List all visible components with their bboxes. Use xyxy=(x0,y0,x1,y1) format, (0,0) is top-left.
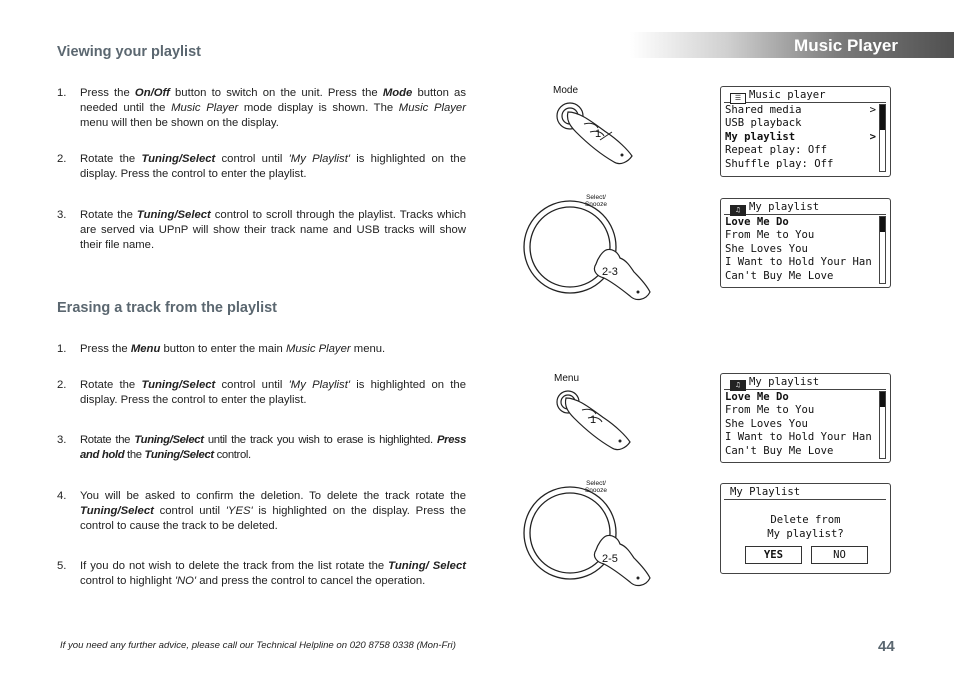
track-row: From Me to You xyxy=(725,404,815,417)
lcd-title: My Playlist xyxy=(724,486,886,500)
step-marker: 1 xyxy=(590,414,597,426)
chevron-right-icon: > xyxy=(869,130,876,143)
lcd-scrollbar xyxy=(879,216,886,284)
step-view-1 xyxy=(57,86,466,132)
step-text: If you do not wish to delete the track from the list rotate the Tuning/ Select control to highlight 'NO' and press the control to cancel the operation. xyxy=(80,560,466,588)
select-label: Select/ Snooze xyxy=(584,194,608,208)
page-title: Music Player xyxy=(794,36,898,55)
step-erase-1 xyxy=(57,342,466,357)
helpline-note: If you need any further advice, please call our Technical Helpline on 020 8758 0338 (Mon-Fri) xyxy=(60,640,456,651)
mode-button-illustration xyxy=(540,82,640,167)
track-row: I Want to Hold Your Han xyxy=(725,431,872,444)
step-marker: 2-5 xyxy=(602,553,618,565)
track-row: Can't Buy Me Love xyxy=(725,269,834,282)
menu-button-illustration xyxy=(540,370,640,455)
menu-row-my-playlist: My playlist > xyxy=(725,130,876,143)
track-row: Love Me Do xyxy=(725,391,789,403)
step-marker: 2-3 xyxy=(602,266,618,278)
step-erase-5 xyxy=(57,559,466,589)
step-number: 3. xyxy=(57,434,67,446)
playlist-icon: ♫ xyxy=(730,380,746,391)
step-text: Rotate the Tuning/Select until the track you wish to erase is highlighted. Press and hold the Tuning/Select control. xyxy=(80,434,466,462)
track-row: Love Me Do xyxy=(725,216,789,228)
track-row: Can't Buy Me Love xyxy=(725,444,834,457)
step-number: 1. xyxy=(57,343,67,355)
lcd-title: ♫ My playlist xyxy=(724,201,886,215)
track-row: She Loves You xyxy=(725,417,808,430)
select-label: Select/ Snooze xyxy=(584,480,608,494)
step-number: 3. xyxy=(57,209,67,221)
step-erase-4 xyxy=(57,489,466,535)
select-knob-illustration-2 xyxy=(518,478,656,590)
track-row: I Want to Hold Your Han xyxy=(725,256,872,269)
mode-label: Mode xyxy=(553,85,579,96)
step-text: Rotate the Tuning/Select control until 'My Playlist' is highlighted on the display. Press the control to enter the playlist. xyxy=(80,153,466,181)
playlist-icon: ♫ xyxy=(730,205,746,216)
step-text: You will be asked to confirm the deletion. To delete the track rotate the Tuning/Select control until 'YES' is highlighted on the display. Press the control to cause the track to be deleted. xyxy=(80,490,466,533)
lcd-title: ♫ My playlist xyxy=(724,376,886,390)
section-heading-erasing: Erasing a track from the playlist xyxy=(57,300,277,316)
step-number: 2. xyxy=(57,379,67,391)
track-row: From Me to You xyxy=(725,229,815,242)
lcd-scrollbar xyxy=(879,104,886,172)
step-marker: 1 xyxy=(595,128,602,140)
select-knob-illustration xyxy=(518,192,656,304)
menu-row-repeat-play: Repeat play: Off xyxy=(725,144,828,157)
page-number: 44 xyxy=(878,638,895,655)
confirm-line-1: Delete from xyxy=(770,514,841,526)
step-text: Press the Menu button to enter the main Music Player menu. xyxy=(80,343,386,355)
list-icon: ☰ xyxy=(730,93,746,104)
step-number: 1. xyxy=(57,87,67,99)
chevron-right-icon: > xyxy=(869,104,876,116)
track-row: She Loves You xyxy=(725,242,808,255)
menu-label: Menu xyxy=(554,373,580,384)
lcd-playlist-erase xyxy=(720,373,891,463)
step-erase-3 xyxy=(57,433,466,463)
lcd-rows xyxy=(721,103,890,171)
lcd-playlist-view xyxy=(720,198,891,288)
lcd-rows xyxy=(721,215,890,283)
menu-row-shuffle-play: Shuffle play: Off xyxy=(725,157,834,170)
menu-row-shared-media: Shared media > xyxy=(725,104,876,116)
step-view-2 xyxy=(57,152,466,182)
step-number: 4. xyxy=(57,490,67,502)
menu-row-usb-playback: USB playback xyxy=(725,117,802,130)
header-bar xyxy=(630,32,954,58)
scroll-thumb xyxy=(880,392,885,407)
confirm-line-2: My playlist? xyxy=(767,527,844,540)
step-text: Press the On/Off button to switch on the unit. Press the Mode button as needed until the Music Player mode display is shown. The Music Player menu will then be shown on the display. xyxy=(80,87,466,130)
step-number: 2. xyxy=(57,153,67,165)
lcd-rows xyxy=(721,390,890,458)
yes-button[interactable]: YES xyxy=(745,546,802,564)
scroll-thumb xyxy=(880,217,885,232)
section-heading-viewing: Viewing your playlist xyxy=(57,44,201,60)
lcd-music-player-menu xyxy=(720,86,891,177)
confirm-message xyxy=(721,514,890,541)
no-button[interactable]: NO xyxy=(811,546,868,564)
step-erase-2 xyxy=(57,378,466,408)
lcd-delete-confirm xyxy=(720,483,891,574)
step-number: 5. xyxy=(57,560,67,572)
lcd-scrollbar xyxy=(879,391,886,459)
scroll-thumb xyxy=(880,105,885,130)
step-text: Rotate the Tuning/Select control to scroll through the playlist. Tracks which are served via UPnP will show their track name and USB tracks will show their file name. xyxy=(80,209,467,252)
lcd-title: ☰ Music player xyxy=(724,89,886,103)
step-text: Rotate the Tuning/Select control until 'My Playlist' is highlighted on the display. Press the control to enter the playlist. xyxy=(80,379,466,407)
step-view-3 xyxy=(57,208,466,254)
